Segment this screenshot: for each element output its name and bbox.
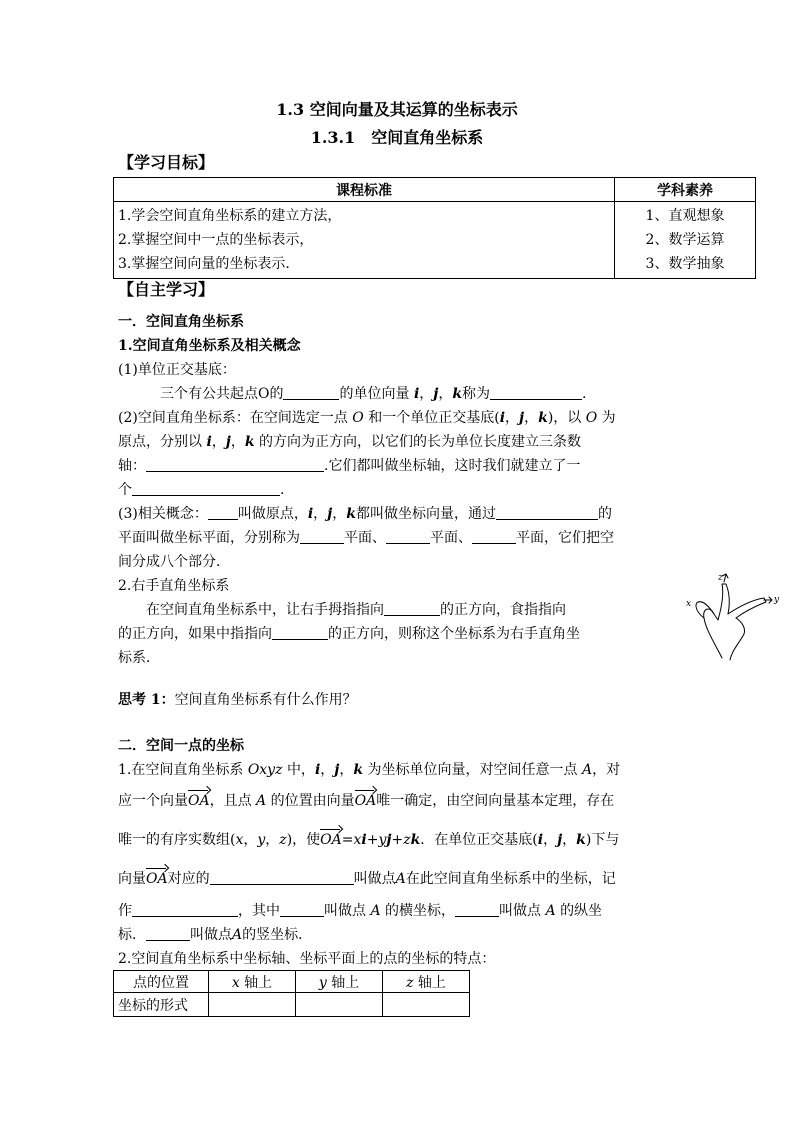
part2-line1: 1.在空间直角坐标系 Oxyz 中，i，j，k 为坐标单位向量，对空间任意一点 A，对	[118, 762, 621, 778]
goals-standards-cell	[114, 202, 615, 279]
item2-line4: 个 .	[118, 482, 285, 498]
hand-label-y: y	[774, 595, 780, 605]
part1-sub1: 1.空间直角坐标系及相关概念	[118, 338, 301, 354]
think1: 思考 1：空间直角坐标系有什么作用？	[118, 692, 357, 708]
goal-item: 1.学会空间直角坐标系的建立方法，	[118, 208, 342, 224]
goals-header-literacy: 学科素养	[615, 178, 756, 202]
goals-literacy-cell	[615, 202, 756, 279]
hand-label-x: x	[686, 599, 692, 609]
goal-item: 3.掌握空间向量的坐标表示.	[118, 256, 290, 272]
coord-header-z: z 轴上	[383, 971, 470, 993]
part2-line4: 向量OA对应的 叫做点A在此空间直角坐标系中的坐标，记	[118, 871, 616, 887]
page-title: 1.3 空间向量及其运算的坐标表示	[276, 100, 518, 119]
rh-line1: 在空间直角坐标系中，让右手拇指指向 的正方向，食指指向	[146, 602, 566, 618]
goal-item: 2.掌握空间中一点的坐标表示，	[118, 232, 314, 248]
right-hand-icon	[684, 572, 784, 664]
part2-line6: 标． 叫做点A的竖坐标．	[118, 927, 313, 943]
part1-sub2: 2.右手直角坐标系	[118, 578, 230, 594]
item1-line: 三个有公共起点O的 的单位向量 i，j，k称为 .	[160, 386, 587, 402]
item3-line2: 平面叫做坐标平面，分别称为 平面、 平面、 平面，它们把空	[118, 530, 614, 546]
part2-heading: 二．空间一点的坐标	[118, 738, 244, 754]
part1-heading: 一．空间直角坐标系	[118, 314, 244, 330]
part2-line5: 作 ，其中 叫做点 A 的横坐标， 叫做点 A 的纵坐	[118, 903, 603, 919]
coord-cell-x	[209, 993, 296, 1017]
coord-cell-z	[383, 993, 470, 1017]
coord-table	[113, 970, 470, 1017]
item1-label: (1)单位正交基底：	[118, 362, 236, 378]
rh-line3: 标系．	[118, 650, 160, 666]
item2-line2: 原点，分别以 i，j，k 的方向为正方向，以它们的长为单位长度建立三条数	[118, 434, 582, 450]
coord-cell-y	[296, 993, 383, 1017]
literacy-item: 2、数学运算	[645, 232, 725, 248]
literacy-item: 1、直观想象	[645, 208, 725, 224]
page-subtitle: 1.3.1 空间直角坐标系	[310, 128, 484, 147]
part2-line7: 2.空间直角坐标系中坐标轴、坐标平面上的点的坐标的特点：	[118, 951, 496, 967]
part2-line2: 应一个向量OA，且点 A 的位置由向量OA唯一确定，由空间向量基本定理，存在	[118, 793, 615, 809]
goals-table	[113, 177, 756, 279]
coord-header-x: x 轴上	[209, 971, 296, 993]
item2-line3: 轴： .它们都叫做坐标轴，这时我们就建立了一	[118, 458, 581, 474]
goals-header-standard: 课程标准	[114, 178, 615, 202]
coord-row-label: 坐标的形式	[114, 993, 209, 1017]
literacy-item: 3、数学抽象	[645, 256, 725, 272]
rh-line2: 的正方向，如果中指指向 的正方向，则称这个坐标系为右手直角坐	[118, 626, 580, 642]
coord-header-y: y 轴上	[296, 971, 383, 993]
item3-line1: (3)相关概念： 叫做原点，i，j，k都叫做坐标向量，通过 的	[118, 506, 612, 522]
coord-header-position: 点的位置	[114, 971, 209, 993]
item2-line1: (2)空间直角坐标系：在空间选定一点 O 和一个单位正交基底(i，j，k)，以 O 为	[118, 410, 616, 426]
hand-label-z: z	[718, 573, 723, 583]
item3-line3: 间分成八个部分．	[118, 554, 230, 570]
part2-line3: 唯一的有序实数组(x，y，z)，使OA=xi+yj+zk．在单位正交基底(i，j，k)下与	[118, 832, 620, 848]
section-self-heading: 【自主学习】	[118, 280, 215, 299]
section-goals-heading: 【学习目标】	[118, 153, 215, 172]
